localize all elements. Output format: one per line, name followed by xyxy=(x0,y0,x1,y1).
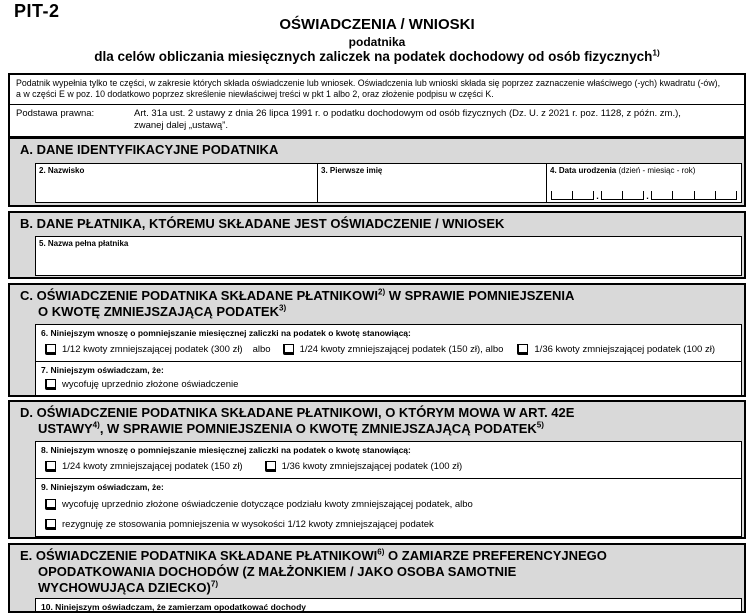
checkbox-7-withdraw-label: wycofuję uprzednio złożone oświadczenie xyxy=(62,379,239,390)
conjunction-albo: albo xyxy=(252,344,271,355)
field-4-label-text: 4. Data urodzenia xyxy=(550,166,617,175)
checkbox-9-resign[interactable] xyxy=(45,519,56,530)
checkbox-9-withdraw[interactable] xyxy=(45,499,56,510)
checkbox-9-withdraw-label: wycofuję uprzednio złożone oświadczenie dotyczące podziału kwoty zmniejszającej podatek, albo xyxy=(62,499,473,510)
field-8-label: 8. Niniejszym wnoszę o pomniejszanie miesięcznej zaliczki na podatek o kwotę stanowiącą: xyxy=(41,445,411,455)
section-c-title-text-c: O KWOTĘ ZMNIEJSZAJĄCĄ PODATEK xyxy=(38,304,279,319)
section-e-title-text-c: WYCHOWUJĄCA DZIECKO) xyxy=(38,580,211,595)
field-7-box xyxy=(35,361,742,397)
date-digit-cell[interactable] xyxy=(622,191,644,200)
form-tagline xyxy=(0,49,754,64)
footnote-ref-3: 3) xyxy=(279,303,287,313)
field-10-box xyxy=(35,598,742,613)
date-digit-cell[interactable] xyxy=(572,191,594,200)
birthdate-day-group xyxy=(551,191,594,200)
field-9-label: 9. Niniejszym oświadczam, że: xyxy=(41,482,164,492)
section-b xyxy=(8,211,746,279)
field-9-option-1 xyxy=(36,492,741,513)
checkbox-6-1-12-label: 1/12 kwoty zmniejszającej podatek (300 zł) xyxy=(62,344,243,355)
birthdate-year-group xyxy=(651,191,737,200)
form-code: PIT-2 xyxy=(14,1,60,21)
footnote-ref-5: 5) xyxy=(536,420,544,430)
instructions-line-1: Podatnik wypełnia tylko te części, w zakresie których składa oświadczenie lub wniosek. Oświadczenia lub wnioski składa się poprzez zaznaczenie właściwego (-ych) kwadratu (-ów), xyxy=(16,78,721,88)
legal-basis-label: Podstawa prawna: xyxy=(16,108,95,119)
field-4-birthdate[interactable] xyxy=(546,163,742,203)
legal-basis-line-2: zwanej dalej „ustawą”. xyxy=(134,120,228,131)
legal-basis-line-1: Art. 31a ust. 2 ustawy z dnia 26 lipca 1991 r. o podatku dochodowym od osób fizycznych (Dz. U. z 2021 r. poz. 1128, z późn. zm.), xyxy=(134,108,681,119)
section-d xyxy=(8,400,746,539)
checkbox-6-1-36[interactable] xyxy=(517,344,528,355)
section-c xyxy=(8,283,746,397)
instructions-text xyxy=(10,75,744,105)
date-digit-cell[interactable] xyxy=(551,191,572,200)
section-b-title: B. DANE PŁATNIKA, KTÓREMU SKŁADANE JEST OŚWIADCZENIE / WNIOSEK xyxy=(20,216,505,231)
date-digit-cell[interactable] xyxy=(672,191,693,200)
birthdate-month-group xyxy=(601,191,644,200)
field-2-lastname[interactable] xyxy=(35,163,318,203)
date-digit-cell[interactable] xyxy=(651,191,672,200)
checkbox-8-1-24-label: 1/24 kwoty zmniejszającej podatek (150 zł) xyxy=(62,461,243,472)
section-e-title-text-b: O ZAMIARZE PREFERENCYJNEGO xyxy=(384,548,607,563)
section-a xyxy=(8,137,746,207)
checkbox-6-1-12[interactable] xyxy=(45,344,56,355)
date-separator-dot xyxy=(594,193,601,200)
checkbox-7-withdraw[interactable] xyxy=(45,379,56,390)
section-a-title: A. DANE IDENTYFIKACYJNE PODATNIKA xyxy=(20,142,279,157)
section-d-title-text-a: USTAWY xyxy=(38,421,93,436)
form-tagline-text: dla celów obliczania miesięcznych zaliczek na podatek dochodowy od osób fizycznych xyxy=(94,49,653,64)
section-e-title-line-2: OPODATKOWANIA DOCHODÓW (Z MAŁŻONKIEM / JAKO OSOBA SAMOTNIE xyxy=(38,564,517,579)
section-e-title-line-3 xyxy=(10,580,744,596)
instructions-box xyxy=(8,73,746,141)
section-c-title-line-2 xyxy=(10,304,744,320)
section-d-title-line-2 xyxy=(10,421,744,437)
field-5-payer-name[interactable] xyxy=(35,236,742,276)
date-digit-cell[interactable] xyxy=(694,191,715,200)
footnote-ref-6: 6) xyxy=(377,547,385,557)
checkbox-9-resign-label: rezygnuję ze stosowania pomniejszenia w wysokości 1/12 kwoty zmniejszającej podatek xyxy=(62,519,434,530)
checkbox-6-1-24[interactable] xyxy=(283,344,294,355)
legal-basis-text xyxy=(134,108,681,132)
field-5-label: 5. Nazwa pełna płatnika xyxy=(39,239,129,248)
footnote-ref-1: 1) xyxy=(652,47,660,58)
field-6-label: 6. Niniejszym wnoszę o pomniejszanie miesięcznej zaliczki na podatek o kwotę stanowiącą: xyxy=(41,328,411,338)
checkbox-8-1-36-label: 1/36 kwoty zmniejszającej podatek (100 zł) xyxy=(281,461,463,472)
section-e-title-line-1 xyxy=(10,545,744,564)
field-6-box xyxy=(35,324,742,362)
section-d-title-text-b: , W SPRAWIE POMNIEJSZENIA O KWOTĘ ZMNIEJSZAJĄCĄ PODATEK xyxy=(99,421,537,436)
field-2-label: 2. Nazwisko xyxy=(39,166,85,175)
section-a-fields xyxy=(35,163,742,203)
field-3-label: 3. Pierwsze imię xyxy=(321,166,383,175)
field-6-options xyxy=(36,338,741,361)
date-separator-dot xyxy=(644,193,651,200)
date-digit-cell[interactable] xyxy=(715,191,737,200)
field-9-option-2 xyxy=(36,513,741,536)
field-6-option-3 xyxy=(517,344,715,355)
section-d-title-line-1: D. OŚWIADCZENIE PODATNIKA SKŁADANE PŁATNIKOWI, O KTÓRYM MOWA W ART. 42E xyxy=(20,405,575,420)
field-4-format-hint: (dzień - miesiąc - rok) xyxy=(618,166,696,175)
field-3-firstname[interactable] xyxy=(317,163,547,203)
section-c-title-text-b: W SPRAWIE POMNIEJSZENIA xyxy=(385,288,575,303)
instructions-line-2: a w części E w poz. 10 dodatkowo poprzez skreślenie niewłaściwej treści w pkt 1 albo 2, oraz złożenie podpisu w części K. xyxy=(16,89,494,99)
form-subtitle: podatnika xyxy=(348,35,406,49)
field-8-options xyxy=(36,455,741,478)
section-e xyxy=(8,543,746,613)
field-9-box xyxy=(35,478,742,537)
footnote-ref-2: 2) xyxy=(377,287,386,297)
field-7-label: 7. Niniejszym oświadczam, że: xyxy=(41,365,164,375)
field-8-box xyxy=(35,441,742,479)
field-10-label: 10. Niniejszym oświadczam, że zamierzam opodatkować dochody xyxy=(41,602,306,612)
form-title: OŚWIADCZENIA / WNIOSKI xyxy=(279,16,475,33)
legal-basis-row xyxy=(10,105,744,136)
field-4-label xyxy=(547,164,741,178)
checkbox-8-1-36[interactable] xyxy=(265,461,276,472)
section-c-title-text-a: C. OŚWIADCZENIE PODATNIKA SKŁADANE PŁATNIKOWI xyxy=(20,288,378,303)
field-7-option-1 xyxy=(36,375,741,396)
checkbox-6-1-36-label: 1/36 kwoty zmniejszającej podatek (100 zł) xyxy=(534,344,715,355)
footnote-ref-7: 7) xyxy=(210,579,218,589)
checkbox-8-1-24[interactable] xyxy=(45,461,56,472)
checkbox-6-1-24-label: 1/24 kwoty zmniejszającej podatek (150 zł), albo xyxy=(299,344,504,355)
field-8-option-2 xyxy=(265,461,463,472)
footnote-ref-4: 4) xyxy=(92,420,100,430)
date-digit-cell[interactable] xyxy=(601,191,622,200)
birthdate-comb xyxy=(551,191,737,200)
section-c-title-line-1 xyxy=(10,285,744,304)
section-e-title-text-a: E. OŚWIADCZENIE PODATNIKA SKŁADANE PŁATNIKOWI xyxy=(20,548,378,563)
